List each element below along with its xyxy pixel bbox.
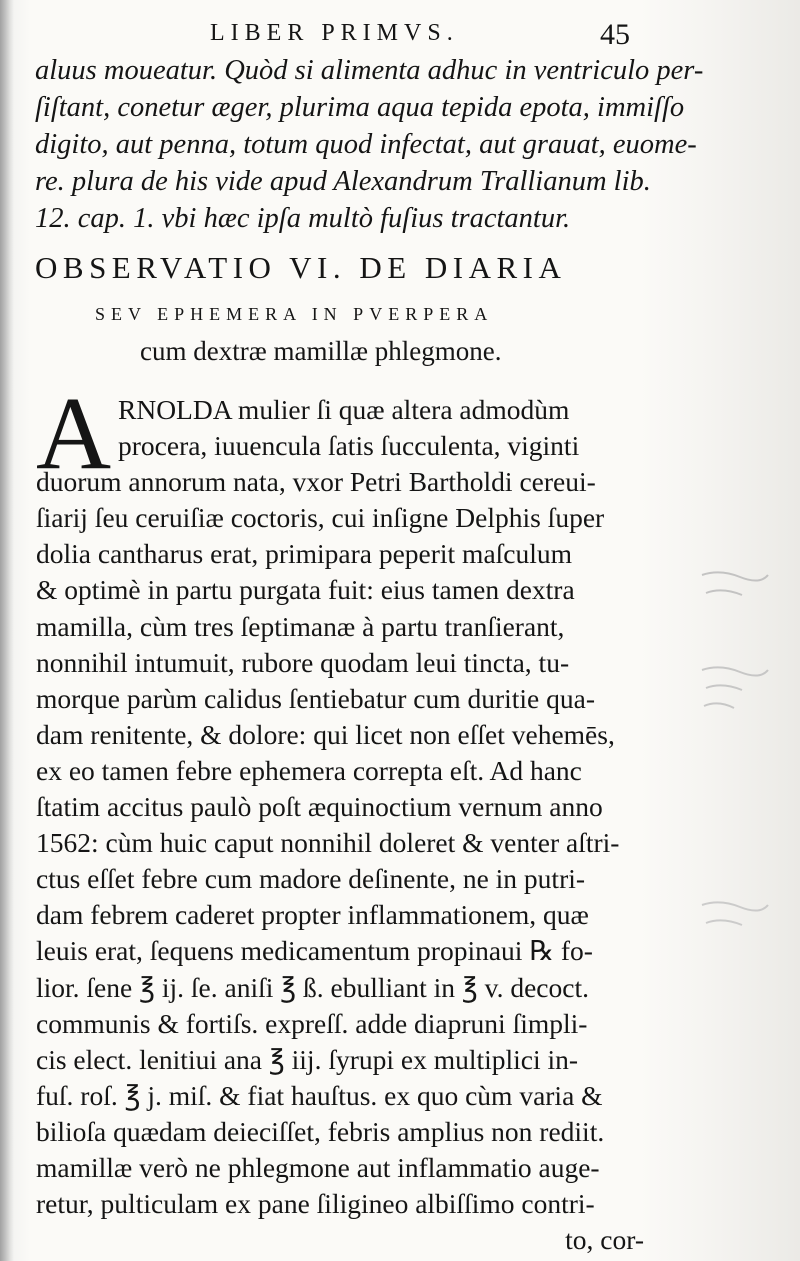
spine-shadow	[0, 0, 14, 1261]
body-line: ex eo tamen febre ephemera correpta eſt. Ad hanc	[36, 754, 582, 786]
body-line: & optimè in partu purgata fuit: eius tamen dextra	[36, 574, 575, 606]
body-line: retur, pulticulam ex pane ſiligineo albiſſimo contri-	[36, 1188, 595, 1220]
body-line: communis & fortiſs. expreſſ. adde diapruni ſimpli-	[36, 1007, 588, 1039]
body-line: nonnihil intumuit, rubore quodam leui tincta, tu-	[36, 646, 570, 678]
body-line: dam renitente, & dolore: qui licet non eſſet vehemēs,	[36, 718, 615, 750]
body-paragraph	[36, 392, 648, 1258]
catchword: to, cor-	[565, 1224, 644, 1256]
italic-line: 12. cap. 1. vbi hæc ipſa multò fuſius tractantur.	[35, 203, 571, 234]
body-line: ctus eſſet febre cum madore deſinente, ne in putri-	[36, 863, 586, 895]
body-line: ſtatim accitus paulò poſt æquinoctium vernum anno	[36, 791, 603, 823]
body-line: dam febrem caderet propter inflammationem, quæ	[36, 899, 589, 931]
body-line: mamilla, cùm tres ſeptimanæ à partu tranſierant,	[36, 610, 565, 642]
drop-cap: A	[36, 376, 112, 491]
italic-paragraph	[35, 52, 704, 237]
running-title: LIBER PRIMVS.	[210, 20, 459, 46]
italic-line: ſiſtant, conetur æger, plurima aqua tepida epota, immiſſo	[35, 92, 685, 123]
italic-line: aluus moueatur. Quòd si alimenta adhuc in ventriculo per-	[35, 55, 704, 86]
margin-ghost-mark	[700, 565, 790, 610]
body-line: leuis erat, ſequens medicamentum propinaui ℞ fo-	[36, 935, 593, 967]
body-line: cis elect. lenitiui ana ℥ iij. ſyrupi ex multiplici in-	[36, 1043, 579, 1075]
observation-subheading-2: cum dextræ mamillæ phlegmone.	[140, 336, 502, 366]
ghost-scribble-icon	[700, 895, 770, 935]
body-line: mamillæ verò ne phlegmone aut inflammatio auge-	[36, 1151, 600, 1183]
body-line: morque parùm calidus ſentiebatur cum duritie qua-	[36, 682, 595, 714]
italic-line: digito, aut penna, totum quod infectat, aut grauat, euome-	[35, 129, 697, 160]
ghost-scribble-icon	[700, 660, 770, 720]
body-line: 1562: cùm huic caput nonnihil doleret & venter aſtri-	[36, 827, 620, 859]
body-line: lior. ſene ℥ ij. ſe. aniſi ℥ ß. ebulliant in ℥ v. decoct.	[36, 971, 589, 1003]
observation-subheading: SEV EPHEMERA IN PVERPERA	[95, 304, 494, 324]
body-line: bilioſa quædam deieciſſet, febris amplius non rediit.	[36, 1115, 605, 1147]
body-line: RNOLDA mulier ſi quæ altera admodùm	[118, 394, 570, 425]
body-line: dolia cantharus erat, primipara peperit maſculum	[36, 538, 573, 570]
margin-ghost-mark	[700, 895, 790, 940]
body-line: fuſ. roſ. ℥ j. miſ. & fiat hauſtus. ex quo cùm varia &	[36, 1079, 603, 1111]
page-number: 45	[600, 18, 630, 51]
page-header	[0, 18, 800, 50]
margin-ghost-mark	[700, 660, 790, 725]
ghost-scribble-icon	[700, 565, 770, 605]
body-line: duorum annorum nata, vxor Petri Bartholdi cereui-	[36, 466, 596, 498]
body-line: procera, iuuencula ſatis ſucculenta, viginti	[118, 430, 580, 462]
observation-heading: OBSERVATIO VI. DE DIARIA	[35, 250, 567, 285]
body-line: ſiarij ſeu ceruiſiæ coctoris, cui inſigne Delphis ſuper	[36, 502, 605, 534]
italic-line: re. plura de his vide apud Alexandrum Trallianum lib.	[35, 166, 651, 197]
